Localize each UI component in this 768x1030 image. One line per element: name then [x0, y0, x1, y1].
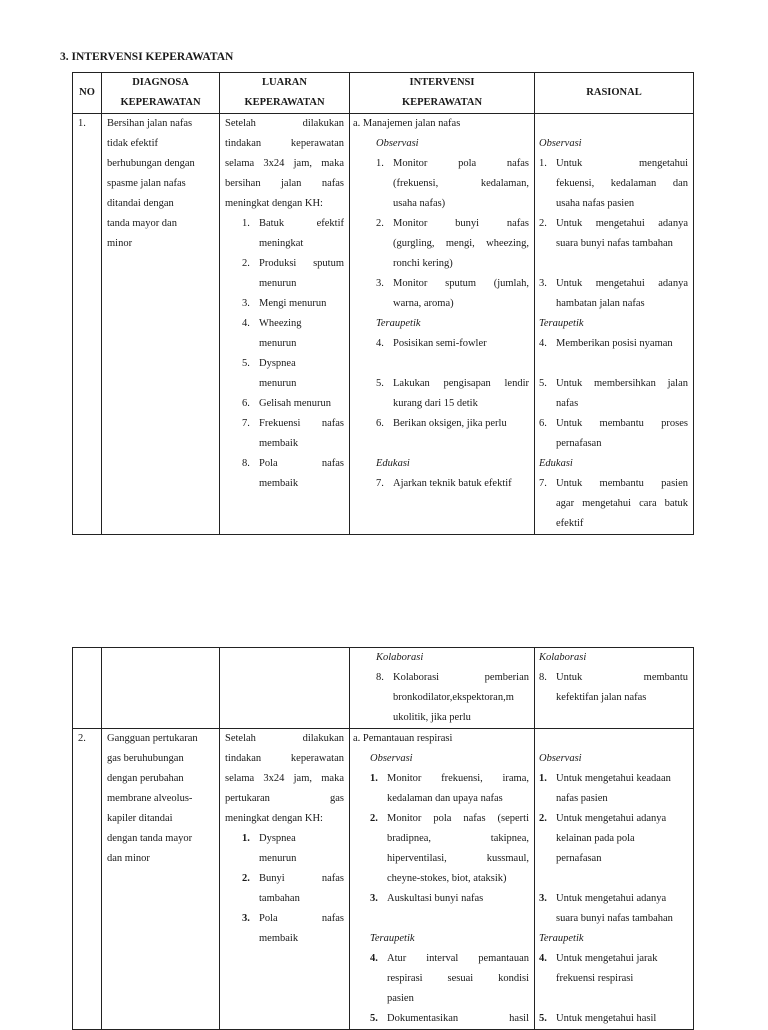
edukasi-label: Edukasi — [376, 458, 410, 469]
observasi-label: Observasi — [376, 138, 419, 149]
table-row — [73, 729, 694, 1030]
row-number: 2. — [73, 729, 102, 1030]
header-intervensi: INTERVENSI KEPERAWATAN — [350, 73, 535, 114]
intervention-table-continued — [72, 647, 694, 1030]
rasional-cell: Kolaborasi 8. Untuk membantu kefektifan jalan nafas — [535, 648, 694, 729]
intervention-table — [72, 72, 694, 535]
header-luaran: LUARAN KEPERAWATAN — [220, 73, 350, 114]
header-rasional: RASIONAL — [535, 73, 694, 114]
luaran-cell: Setelah dilakukan tindakan keperawatan selama 3x24 jam, maka bersihan jalan nafas meningkat dengan KH: 1. Batuk efektif meningkat 2. Produksi sputum menurun 3. Mengi menurun 4. Wheezing menurun 5. Dyspnea menurun 6. Gelisah menurun 7. Frekuensi nafas membaik 8. Pola nafas membaik — [220, 114, 350, 535]
header-no: NO — [73, 73, 102, 114]
section-title: 3. INTERVENSI KEPERAWATAN — [60, 51, 234, 63]
table-row — [73, 648, 694, 729]
row-number: 1. — [73, 114, 102, 535]
intervensi-cell: a. Pemantauan respirasi Observasi 1. Monitor frekuensi, irama, kedalaman dan upaya nafas 2. Monitor pola nafas (seperti bradipnea, takipnea, hiperventilasi, kussmaul, cheyne-stokes, biot, ataksik) 3. Auskultasi bunyi nafas Teraupetik 4. Atur interval pemantauan respirasi sesuai kondisi pasien 5. Dokumentasikan hasil — [350, 729, 535, 1030]
intervensi-cell: Kolaborasi 8. Kolaborasi pemberian bronkodilator,ekspektoran,m ukolitik, jika perlu — [350, 648, 535, 729]
table-header-row — [73, 73, 694, 114]
diagnosa-cell: Gangguan pertukaran gas beruhubungan dengan perubahan membrane alveolus- kapiler ditandai dengan tanda mayor dan minor — [102, 729, 220, 1030]
header-diagnosa: DIAGNOSA KEPERAWATAN — [102, 73, 220, 114]
table-row — [73, 114, 694, 535]
kolaborasi-label: Kolaborasi — [376, 652, 424, 663]
rasional-cell: Observasi 1. Untuk mengetahui keadaan nafas pasien 2. Untuk mengetahui adanya kelainan pada pola pernafasan 3. Untuk mengetahui adanya suara bunyi nafas tambahan Teraupetik 4. Untuk mengetahui jarak frekuensi respirasi 5. Untuk mengetahui hasil — [535, 729, 694, 1030]
rasional-cell: Observasi 1. Untuk mengetahui fekuensi, kedalaman dan usaha nafas pasien 2. Untuk mengetahui adanya suara bunyi nafas tambahan 3. Untuk mengetahui adanya hambatan jalan nafas Teraupetik 4. Memberikan posisi nyaman 5. Untuk membersihkan jalan nafas 6. Untuk membantu proses pernafasan Edukasi 7. Untuk membantu pasien agar mengetahui cara batuk efektif — [535, 114, 694, 535]
diagnosa-cell: Bersihan jalan nafas tidak efektif berhubungan dengan spasme jalan nafas ditandai dengan tanda mayor dan minor — [102, 114, 220, 535]
luaran-cell: Setelah dilakukan tindakan keperawatan selama 3x24 jam, maka pertukaran gas meningkat dengan KH: 1. Dyspnea menurun 2. Bunyi nafas tambahan 3. Pola nafas membaik — [220, 729, 350, 1030]
terapeutik-label: Teraupetik — [376, 318, 421, 329]
intervensi-cell: a. Manajemen jalan nafas Observasi 1. Monitor pola nafas (frekuensi, kedalaman, usaha nafas) 2. Monitor bunyi nafas (gurgling, mengi, wheezing, ronchi kering) 3. Monitor sputum (jumlah, warna, aroma) Teraupetik 4. Posisikan semi-fowler 5. Lakukan pengisapan lendir kurang dari 15 detik 6. Berikan oksigen, jika perlu Edukasi 7. Ajarkan teknik batuk efektif — [350, 114, 535, 535]
